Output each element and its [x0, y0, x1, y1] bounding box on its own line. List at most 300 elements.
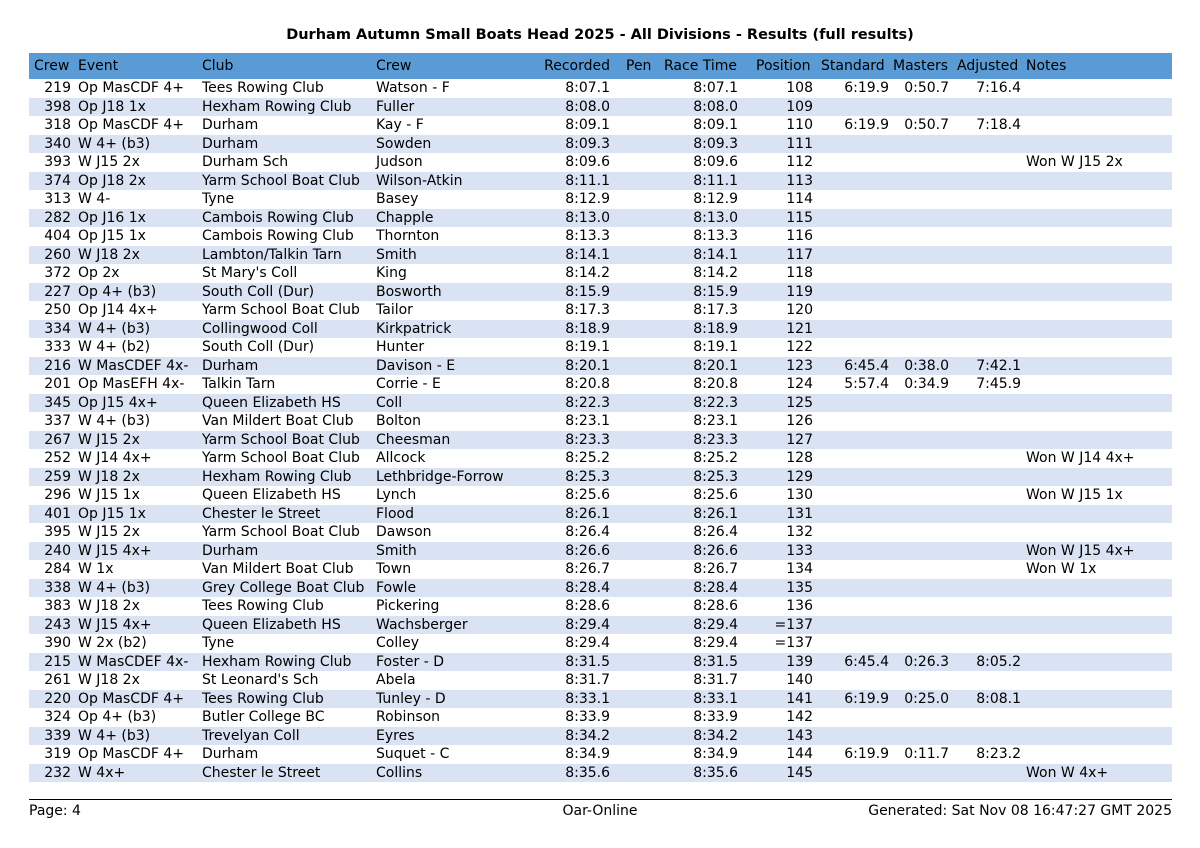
cell-crew: 296	[44, 487, 71, 503]
cell-event: W 4-	[78, 191, 111, 207]
cell-club: Durham	[202, 357, 259, 374]
cell-crew-name: Bosworth	[376, 283, 442, 300]
cell-crew: 267	[44, 431, 71, 448]
cell-event: W J15 2x	[78, 524, 140, 540]
cell-position: 140	[786, 672, 813, 688]
cell-crew-name: Judson	[376, 154, 423, 170]
table-row	[29, 172, 1172, 191]
table-row	[29, 597, 1172, 616]
cell-crew-name: Wachsberger	[376, 616, 468, 633]
cell-position: 144	[786, 746, 813, 762]
cell-crew-name: Kay - F	[376, 117, 424, 133]
cell-crew-name: Hunter	[376, 339, 425, 355]
cell-crew-name: Lethbridge-Forrow	[376, 468, 504, 485]
cell-race-time: 8:35.6	[693, 764, 738, 781]
cell-position: 141	[786, 690, 813, 707]
cell-crew: 398	[44, 98, 71, 115]
cell-race-time: 8:26.4	[693, 524, 738, 540]
cell-crew-name: Fowle	[376, 579, 417, 596]
table-row	[29, 690, 1172, 709]
cell-club: Talkin Tarn	[202, 376, 276, 392]
cell-club: Durham Sch	[202, 154, 289, 170]
cell-club: St Mary's Coll	[202, 265, 298, 281]
cell-recorded: 8:09.6	[565, 154, 610, 170]
cell-masters: 0:25.0	[904, 690, 949, 707]
cell-crew: 318	[44, 117, 71, 133]
cell-crew: 219	[44, 80, 71, 96]
cell-recorded: 8:29.4	[565, 635, 610, 651]
cell-crew: 215	[44, 653, 71, 670]
cell-event: W 1x	[78, 561, 114, 577]
cell-club: Hexham Rowing Club	[202, 653, 352, 670]
table-row	[29, 523, 1172, 542]
cell-crew: 313	[44, 191, 71, 207]
cell-event: W J18 2x	[78, 468, 140, 485]
header-standard: Standard	[821, 58, 885, 74]
cell-crew-name: Abela	[376, 672, 416, 688]
cell-event: W J18 2x	[78, 672, 140, 688]
cell-crew-name: Corrie - E	[376, 376, 441, 392]
cell-standard: 6:19.9	[844, 117, 889, 133]
cell-event: W MasCDEF 4x-	[78, 357, 189, 374]
cell-crew: 227	[44, 283, 71, 300]
cell-position: 139	[786, 653, 813, 670]
cell-recorded: 8:31.7	[565, 672, 610, 688]
cell-race-time: 8:23.1	[693, 413, 738, 429]
cell-notes: Won W J15 4x+	[1026, 542, 1135, 559]
header-event: Event	[78, 58, 119, 74]
cell-race-time: 8:08.0	[693, 98, 738, 115]
cell-crew: 319	[44, 746, 71, 762]
cell-club: Collingwood Coll	[202, 320, 318, 337]
cell-club: Yarm School Boat Club	[202, 524, 360, 540]
cell-recorded: 8:09.3	[565, 135, 610, 152]
cell-race-time: 8:14.1	[693, 246, 738, 263]
cell-crew-name: Pickering	[376, 598, 440, 614]
cell-standard: 6:19.9	[844, 80, 889, 96]
cell-race-time: 8:09.6	[693, 154, 738, 170]
cell-crew: 250	[44, 302, 71, 318]
cell-masters: 0:26.3	[904, 653, 949, 670]
cell-crew-name: Tailor	[376, 302, 413, 318]
cell-crew: 232	[44, 764, 71, 781]
cell-position: 128	[786, 450, 813, 466]
cell-club: Tyne	[202, 635, 235, 651]
cell-position: 142	[786, 709, 813, 725]
cell-crew: 395	[44, 524, 71, 540]
cell-crew: 324	[44, 709, 71, 725]
cell-crew-name: Foster - D	[376, 653, 445, 670]
cell-crew-name: Davison - E	[376, 357, 456, 374]
cell-standard: 6:45.4	[844, 357, 889, 374]
cell-recorded: 8:34.9	[565, 746, 610, 762]
cell-club: Yarm School Boat Club	[202, 450, 360, 466]
cell-crew-name: Cheesman	[376, 431, 451, 448]
table-row	[29, 375, 1172, 394]
cell-recorded: 8:31.5	[565, 653, 610, 670]
cell-event: W 4+ (b3)	[78, 413, 151, 429]
table-row	[29, 579, 1172, 598]
table-row	[29, 653, 1172, 672]
cell-position: 129	[786, 468, 813, 485]
cell-position: 121	[786, 320, 813, 337]
table-row	[29, 542, 1172, 561]
cell-masters: 0:50.7	[904, 117, 949, 133]
cell-event: Op MasCDF 4+	[78, 690, 185, 707]
cell-race-time: 8:13.0	[693, 209, 738, 226]
cell-crew: 334	[44, 320, 71, 337]
cell-race-time: 8:12.9	[693, 191, 738, 207]
cell-recorded: 8:23.3	[565, 431, 610, 448]
cell-masters: 0:50.7	[904, 80, 949, 96]
cell-position: 122	[786, 339, 813, 355]
cell-crew-name: Lynch	[376, 487, 417, 503]
cell-recorded: 8:23.1	[565, 413, 610, 429]
cell-recorded: 8:33.9	[565, 709, 610, 725]
cell-standard: 6:19.9	[844, 690, 889, 707]
cell-event: W 2x (b2)	[78, 635, 147, 651]
table-row	[29, 708, 1172, 727]
cell-race-time: 8:09.1	[693, 117, 738, 133]
cell-club: Chester le Street	[202, 764, 321, 781]
cell-event: W 4x+	[78, 764, 126, 781]
cell-event: Op 2x	[78, 265, 120, 281]
cell-position: 136	[786, 598, 813, 614]
table-row	[29, 727, 1172, 746]
cell-position: 109	[786, 98, 813, 115]
cell-recorded: 8:25.3	[565, 468, 610, 485]
cell-crew-name: Collins	[376, 764, 423, 781]
cell-club: Yarm School Boat Club	[202, 431, 360, 448]
cell-club: South Coll (Dur)	[202, 283, 315, 300]
table-row	[29, 671, 1172, 690]
cell-position: 111	[786, 135, 813, 152]
table-row	[29, 116, 1172, 135]
cell-crew: 401	[44, 505, 71, 522]
cell-position: 112	[786, 154, 813, 170]
cell-crew-name: Basey	[376, 191, 419, 207]
cell-race-time: 8:20.8	[693, 376, 738, 392]
cell-crew: 243	[44, 616, 71, 633]
cell-standard: 6:45.4	[844, 653, 889, 670]
footer-divider	[29, 799, 1172, 800]
table-row	[29, 98, 1172, 117]
cell-club: Cambois Rowing Club	[202, 228, 354, 244]
cell-club: Durham	[202, 135, 259, 152]
cell-crew-name: Colley	[376, 635, 420, 651]
cell-recorded: 8:26.1	[565, 505, 610, 522]
cell-race-time: 8:17.3	[693, 302, 738, 318]
cell-club: Butler College BC	[202, 709, 325, 725]
cell-recorded: 8:13.0	[565, 209, 610, 226]
header-position: Position	[756, 58, 811, 74]
cell-event: W J15 1x	[78, 487, 140, 503]
cell-position: 114	[786, 191, 813, 207]
cell-race-time: 8:33.9	[693, 709, 738, 725]
cell-race-time: 8:28.4	[693, 579, 738, 596]
cell-event: Op J15 1x	[78, 228, 146, 244]
cell-club: Durham	[202, 117, 259, 133]
cell-race-time: 8:26.1	[693, 505, 738, 522]
cell-recorded: 8:33.1	[565, 690, 610, 707]
cell-race-time: 8:26.7	[693, 561, 738, 577]
cell-event: W 4+ (b3)	[78, 320, 151, 337]
cell-recorded: 8:19.1	[565, 339, 610, 355]
table-row	[29, 486, 1172, 505]
cell-adjusted: 7:16.4	[976, 80, 1021, 96]
cell-position: 123	[786, 357, 813, 374]
cell-position: 116	[786, 228, 813, 244]
cell-adjusted: 8:08.1	[976, 690, 1021, 707]
cell-position: 132	[786, 524, 813, 540]
cell-club: Cambois Rowing Club	[202, 209, 354, 226]
cell-race-time: 8:20.1	[693, 357, 738, 374]
cell-club: Hexham Rowing Club	[202, 98, 352, 115]
cell-position: 135	[786, 579, 813, 596]
cell-club: Queen Elizabeth HS	[202, 487, 341, 503]
header-club: Club	[202, 58, 234, 74]
header-crew: Crew	[34, 58, 70, 74]
cell-race-time: 8:25.3	[693, 468, 738, 485]
cell-crew: 260	[44, 246, 71, 263]
cell-recorded: 8:18.9	[565, 320, 610, 337]
cell-club: Queen Elizabeth HS	[202, 394, 341, 411]
table-row	[29, 394, 1172, 413]
cell-crew: 201	[44, 376, 71, 392]
cell-recorded: 8:26.7	[565, 561, 610, 577]
cell-masters: 0:38.0	[904, 357, 949, 374]
header-race-time: Race Time	[664, 58, 738, 74]
cell-crew-name: Smith	[376, 542, 417, 559]
cell-event: Op J18 2x	[78, 172, 146, 189]
table-row	[29, 135, 1172, 154]
cell-event: W J18 2x	[78, 246, 140, 263]
cell-recorded: 8:20.1	[565, 357, 610, 374]
cell-race-time: 8:25.6	[693, 487, 738, 503]
table-row	[29, 357, 1172, 376]
table-row	[29, 616, 1172, 635]
cell-crew: 282	[44, 209, 71, 226]
cell-position: 126	[786, 413, 813, 429]
table-row	[29, 301, 1172, 320]
table-row	[29, 764, 1172, 783]
cell-race-time: 8:31.7	[693, 672, 738, 688]
cell-crew-name: Chapple	[376, 209, 434, 226]
cell-event: Op J16 1x	[78, 209, 146, 226]
cell-adjusted: 7:18.4	[976, 117, 1021, 133]
cell-club: Tyne	[202, 191, 235, 207]
cell-position: 118	[786, 265, 813, 281]
cell-crew: 261	[44, 672, 71, 688]
cell-recorded: 8:17.3	[565, 302, 610, 318]
cell-event: Op J14 4x+	[78, 302, 158, 318]
cell-event: W MasCDEF 4x-	[78, 653, 189, 670]
cell-crew: 393	[44, 154, 71, 170]
cell-event: W 4+ (b3)	[78, 579, 151, 596]
cell-position: 119	[786, 283, 813, 300]
cell-race-time: 8:13.3	[693, 228, 738, 244]
cell-crew-name: Robinson	[376, 709, 441, 725]
cell-position: 117	[786, 246, 813, 263]
cell-race-time: 8:34.9	[693, 746, 738, 762]
table-row	[29, 449, 1172, 468]
cell-crew: 216	[44, 357, 71, 374]
cell-crew: 252	[44, 450, 71, 466]
cell-crew-name: Watson - F	[376, 80, 450, 96]
table-row	[29, 468, 1172, 487]
cell-club: St Leonard's Sch	[202, 672, 319, 688]
cell-race-time: 8:33.1	[693, 690, 738, 707]
cell-race-time: 8:23.3	[693, 431, 738, 448]
cell-recorded: 8:12.9	[565, 191, 610, 207]
cell-crew: 374	[44, 172, 71, 189]
cell-race-time: 8:28.6	[693, 598, 738, 614]
cell-crew-name: Sowden	[376, 135, 432, 152]
cell-notes: Won W 4x+	[1026, 764, 1109, 781]
table-row	[29, 227, 1172, 246]
table-row	[29, 246, 1172, 265]
table-row	[29, 190, 1172, 209]
cell-event: W J18 2x	[78, 598, 140, 614]
footer-generated: Generated: Sat Nov 08 16:47:27 GMT 2025	[868, 803, 1172, 819]
cell-club: Trevelyan Coll	[202, 727, 300, 744]
table-row	[29, 338, 1172, 357]
cell-event: W J15 4x+	[78, 616, 152, 633]
cell-crew-name: Town	[376, 561, 412, 577]
cell-event: W J15 4x+	[78, 542, 152, 559]
cell-crew-name: Fuller	[376, 98, 415, 115]
cell-club: Queen Elizabeth HS	[202, 616, 341, 633]
footer-page: Page: 4	[29, 803, 81, 819]
cell-crew: 340	[44, 135, 71, 152]
cell-crew: 404	[44, 228, 71, 244]
cell-notes: Won W 1x	[1026, 561, 1097, 577]
cell-club: Grey College Boat Club	[202, 579, 365, 596]
table-row	[29, 153, 1172, 172]
cell-notes: Won W J15 1x	[1026, 487, 1123, 503]
cell-crew-name: Wilson-Atkin	[376, 172, 463, 189]
cell-recorded: 8:14.1	[565, 246, 610, 263]
cell-recorded: 8:28.4	[565, 579, 610, 596]
cell-crew: 338	[44, 579, 71, 596]
cell-event: Op 4+ (b3)	[78, 709, 157, 725]
cell-recorded: 8:14.2	[565, 265, 610, 281]
cell-adjusted: 7:45.9	[976, 376, 1021, 392]
cell-event: W J14 4x+	[78, 450, 152, 466]
cell-club: Chester le Street	[202, 505, 321, 522]
cell-position: 133	[786, 542, 813, 559]
cell-recorded: 8:15.9	[565, 283, 610, 300]
cell-club: Durham	[202, 542, 259, 559]
header-crew-name: Crew	[376, 58, 412, 74]
cell-recorded: 8:34.2	[565, 727, 610, 744]
cell-position: =137	[774, 635, 813, 651]
table-row	[29, 634, 1172, 653]
table-row	[29, 412, 1172, 431]
cell-recorded: 8:25.2	[565, 450, 610, 466]
cell-crew-name: Bolton	[376, 413, 421, 429]
cell-position: 120	[786, 302, 813, 318]
cell-recorded: 8:22.3	[565, 394, 610, 411]
cell-adjusted: 7:42.1	[976, 357, 1021, 374]
cell-position: 130	[786, 487, 813, 503]
cell-crew: 220	[44, 690, 71, 707]
cell-race-time: 8:29.4	[693, 616, 738, 633]
cell-recorded: 8:09.1	[565, 117, 610, 133]
cell-position: 145	[786, 764, 813, 781]
cell-position: 124	[786, 376, 813, 392]
cell-club: Lambton/Talkin Tarn	[202, 246, 342, 263]
cell-race-time: 8:25.2	[693, 450, 738, 466]
cell-club: Durham	[202, 746, 259, 762]
cell-masters: 0:34.9	[904, 376, 949, 392]
cell-club: Yarm School Boat Club	[202, 172, 360, 189]
table-row	[29, 560, 1172, 579]
cell-race-time: 8:07.1	[693, 80, 738, 96]
cell-crew: 383	[44, 598, 71, 614]
header-pen: Pen	[626, 58, 652, 74]
cell-race-time: 8:09.3	[693, 135, 738, 152]
cell-adjusted: 8:23.2	[976, 746, 1021, 762]
cell-club: South Coll (Dur)	[202, 339, 315, 355]
table-row	[29, 320, 1172, 339]
cell-standard: 6:19.9	[844, 746, 889, 762]
cell-club: Hexham Rowing Club	[202, 468, 352, 485]
cell-recorded: 8:25.6	[565, 487, 610, 503]
cell-recorded: 8:07.1	[565, 80, 610, 96]
cell-crew-name: Tunley - D	[376, 690, 446, 707]
cell-crew-name: Dawson	[376, 524, 432, 540]
cell-masters: 0:11.7	[904, 746, 949, 762]
cell-race-time: 8:22.3	[693, 394, 738, 411]
table-row	[29, 505, 1172, 524]
table-row	[29, 264, 1172, 283]
cell-recorded: 8:13.3	[565, 228, 610, 244]
table-header	[29, 53, 1172, 79]
cell-crew: 240	[44, 542, 71, 559]
cell-event: W 4+ (b2)	[78, 339, 151, 355]
cell-event: W 4+ (b3)	[78, 135, 151, 152]
cell-recorded: 8:08.0	[565, 98, 610, 115]
cell-event: W J15 2x	[78, 431, 140, 448]
cell-recorded: 8:26.4	[565, 524, 610, 540]
cell-recorded: 8:29.4	[565, 616, 610, 633]
cell-club: Van Mildert Boat Club	[202, 561, 354, 577]
cell-crew: 337	[44, 413, 71, 429]
cell-event: Op J15 4x+	[78, 394, 158, 411]
cell-notes: Won W J14 4x+	[1026, 450, 1135, 466]
cell-crew: 390	[44, 635, 71, 651]
cell-recorded: 8:11.1	[565, 172, 610, 189]
cell-position: 110	[786, 117, 813, 133]
table-row	[29, 79, 1172, 98]
cell-race-time: 8:11.1	[693, 172, 738, 189]
cell-race-time: 8:34.2	[693, 727, 738, 744]
cell-crew-name: Smith	[376, 246, 417, 263]
cell-crew-name: King	[376, 265, 407, 281]
table-row	[29, 283, 1172, 302]
cell-standard: 5:57.4	[844, 376, 889, 392]
header-adjusted: Adjusted	[957, 58, 1019, 74]
cell-position: 134	[786, 561, 813, 577]
cell-crew: 284	[44, 561, 71, 577]
cell-event: W 4+ (b3)	[78, 727, 151, 744]
cell-position: 131	[786, 505, 813, 522]
cell-crew: 372	[44, 265, 71, 281]
cell-club: Yarm School Boat Club	[202, 302, 360, 318]
cell-race-time: 8:26.6	[693, 542, 738, 559]
cell-race-time: 8:14.2	[693, 265, 738, 281]
